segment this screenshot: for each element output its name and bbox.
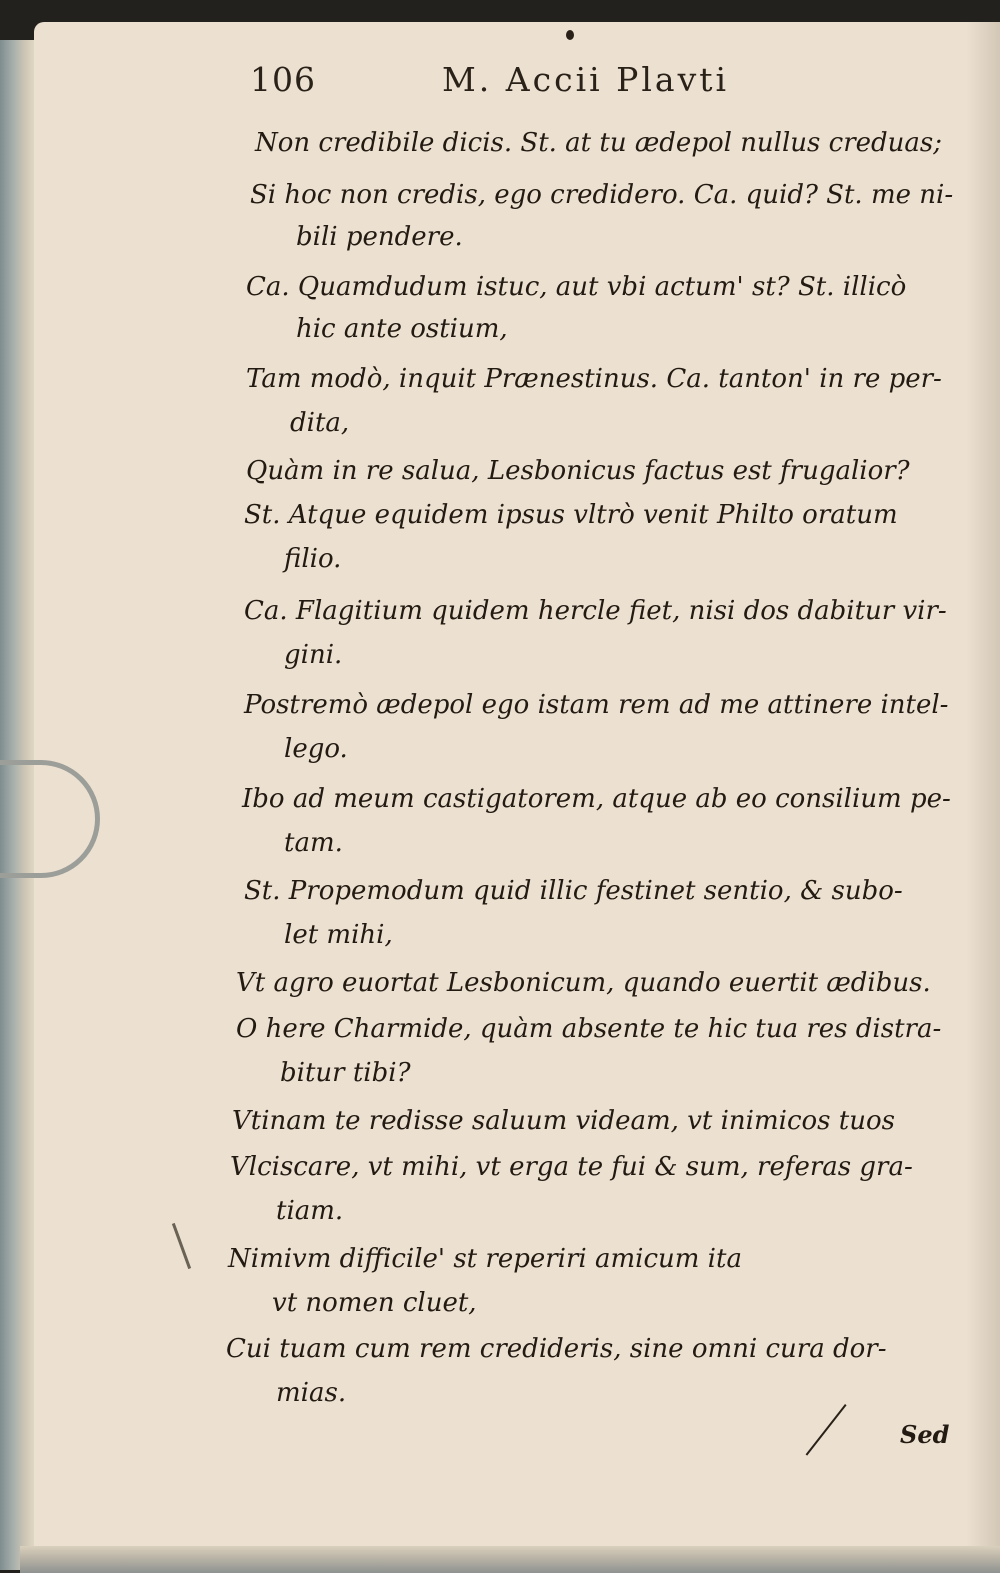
text-line: Tam modò, inquit Prænestinus. Ca. tanton' in re per- [246, 364, 942, 394]
text-line: O here Charmide, quàm absente te hic tua res distra- [236, 1014, 942, 1044]
text-line: dita, [290, 408, 350, 438]
text-line: lego. [284, 734, 348, 764]
ink-mark [566, 30, 574, 40]
text-line: Non credibile dicis. St. at tu ædepol nullus creduas; [255, 128, 943, 158]
text-line: tiam. [276, 1196, 344, 1226]
text-line: Vtinam te redisse saluum videam, vt inimicos tuos [232, 1106, 895, 1136]
text-line: St. Atque equidem ipsus vltrò venit Philto oratum [244, 500, 898, 530]
catchword: Sed [900, 1420, 950, 1449]
text-line: bili pendere. [296, 222, 463, 252]
gutter-shadow [966, 22, 1000, 1562]
text-line: Si hoc non credis, ego credidero. Ca. quid? St. me ni- [250, 180, 954, 210]
text-line: mias. [276, 1378, 347, 1408]
text-line: Cui tuam cum rem credideris, sine omni cura dor- [226, 1334, 887, 1364]
text-line: filio. [284, 544, 342, 574]
text-line: Quàm in re salua, Lesbonicus factus est frugalior? [246, 456, 910, 486]
text-line: Nimivm difficile' st reperiri amicum ita [228, 1244, 742, 1274]
page-header [250, 60, 810, 110]
text-line: gini. [284, 640, 343, 670]
text-line: Ca. Quamdudum istuc, aut vbi actum' st? St. illicò [246, 272, 907, 302]
text-line: Vlciscare, vt mihi, vt erga te fui & sum, referas gra- [230, 1152, 913, 1182]
text-line: let mihi, [284, 920, 393, 950]
text-line: Vt agro euortat Lesbonicum, quando euertit ædibus. [236, 968, 931, 998]
text-line: Ibo ad meum castigatorem, atque ab eo consilium pe- [242, 784, 951, 814]
text-line: hic ante ostium, [296, 314, 508, 344]
text-line: Ca. Flagitium quidem hercle fiet, nisi dos dabitur vir- [244, 596, 947, 626]
text-line: tam. [284, 828, 343, 858]
text-line: vt nomen cluet, [272, 1288, 477, 1318]
text-line: bitur tibi? [280, 1058, 411, 1088]
text-line: St. Propemodum quid illic festinet sentio, & subo- [244, 876, 903, 906]
running-title: M. Accii Plavti [442, 60, 730, 99]
text-line: Postremò ædepol ego istam rem ad me attinere intel- [244, 690, 949, 720]
folio-number: 106 [250, 60, 316, 99]
book-bottom-edge [20, 1546, 1000, 1573]
